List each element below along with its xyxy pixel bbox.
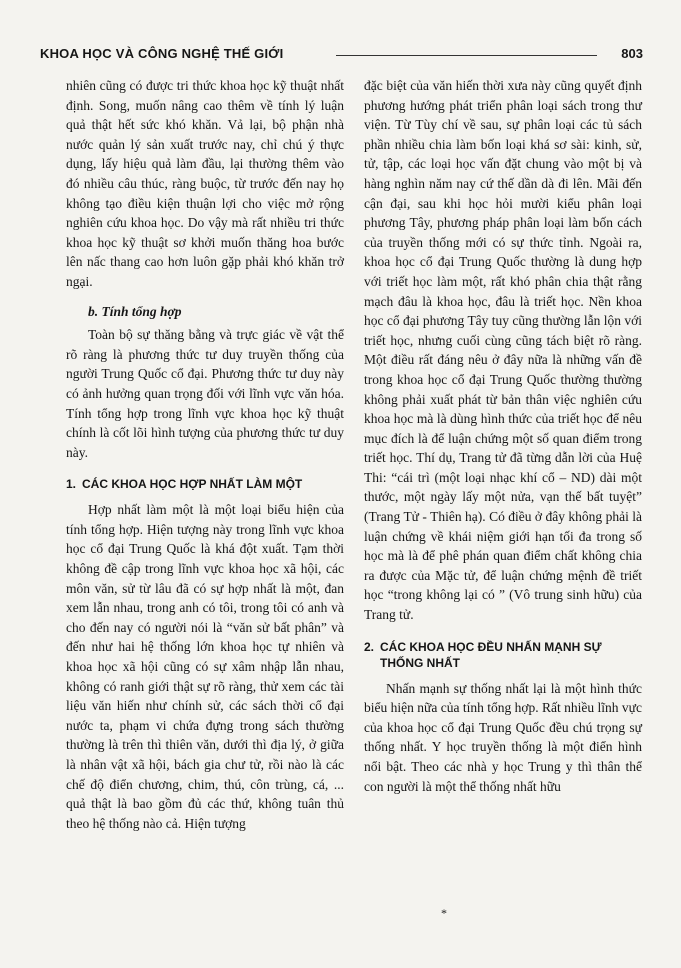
page-number: 803	[621, 46, 643, 61]
paragraph: đặc biệt của văn hiến thời xưa này cũng quyết định phương hướng phát triển phân loại sách trong thư viện. Từ Tùy chí về sau, sự phân loại các tủ sách phần nhiều chia làm bốn loại khá sơ sài: kinh, sử, tử, tập, các loại học vấn đặt chung vào một bị và hàng nghìn năm nay cứ thế dần dà đi lên. Mãi đến cận đại, sau khi học hỏi mười kiểu phân loại phương Tây, phương pháp phân loại làm bốn cách của truyền thống mới có sự thức tỉnh. Ngoài ra, khoa học cổ đại Trung Quốc thường là dung hợp với triết học làm một, rất khó phân chia thật rằng mạch đâu là khoa học, đâu là triết học. Nền khoa học cổ đại phương Tây tuy cũng thường lẫn lộn với triết học, nhưng cuối cùng cũng tách biệt rõ ràng. Một điều rất đáng nêu ở đây nữa là những vấn đề trong khoa học cổ đại Trung Quốc thường thường không phải xuất phát từ bản thân việc nghiên cứu khoa học mà là dùng hình thức của triết học để nêu mục đích là để luận chứng một số quan điểm trong triết học. Thí dụ, Trang tử đã từng dẫn lời của Huệ Thi: “cái trì (một loại nhạc khí cổ – ND) dài một thước, một ngày lấy một nửa, vạn thế bất tuyệt” (Trang Tử - Thiên hạ). Có điều ở đây không phải là luận chứng về khái niệm giới hạn tối đa trong số học mà là để phê phán quan điểm chất không chia ra được của Mặc tử, để luận chứng mệnh đề triết học “trong không lại có ” (Vô trung sinh hữu) của Trang tử.	[364, 78, 643, 623]
section-title: CÁC KHOA HỌC HỢP NHẤT LÀM MỘT	[82, 477, 303, 492]
paragraph: Hợp nhất làm một là một loại biểu hiện của tính tổng hợp. Hiện tượng này trong lĩnh vực khoa học cổ đại Trung Quốc là khá đột xuất. Tạm thời không đề cập trong lĩnh vực khoa học xã hội, các môn văn, sử từ lâu đã có sự hợp nhất là một, đan xem lẫn nhau, trong anh có tôi, trong tôi có anh và cho đến nay có người nói là “văn sử bất phân” và đến như hai hệ thống lớn khoa học tự nhiên và khoa học xã hội cũng có sự xâm nhập lẫn nhau, không có ranh giới thật sự rõ ràng, thử xem các tài liệu văn hiến như chính sử, các sách thời cổ đại nước ta, phạm vi chứa đựng trong sách thường thường là trên thì thiên văn, dưới thì địa lý, ở giữa là nhân vật xã hội, bách gia chư tử, rồi nào là các chế độ điển chương, chim, thú, côn trùng, cá, ... quả thật là bao gồm đủ các thứ, không tuân thủ theo hệ thống nào cả. Hiện tượng	[66, 502, 344, 831]
section-heading	[66, 476, 344, 492]
footer-mark: *	[441, 906, 447, 920]
running-header-title: KHOA HỌC VÀ CÔNG NGHỆ THẾ GIỚI	[40, 46, 284, 61]
subheading: b. Tính tổng hợp	[88, 303, 182, 319]
section-heading	[364, 639, 642, 671]
paragraph: nhiên cũng có được tri thức khoa học kỹ thuật nhất định. Song, muốn nâng cao thêm về tính lý luận quả thật hết sức khó khăn. Vả lại, bộ phận nhà nước quản lý sản xuất trước nay, chỉ chú ý thực dụng, lấy hiệu quả làm đầu, lại thường thêm vào đó nhiều câu thúc, ràng buộc, từ trước đến nay họ không tạo điều kiện thuận lợi cho việc mở rộng nghiên cứu khoa học. Do vậy mà rất nhiều tri thức khoa học kỹ thuật sơ khởi muốn thăng hoa bước lên nấc thang cao hơn luôn gặp phải khó khăn trở ngại.	[66, 78, 344, 289]
header-rule	[336, 55, 597, 56]
paragraph: Toàn bộ sự thăng bằng và trực giác về vật thể rõ ràng là phương thức tư duy truyền thống của người Trung Quốc cổ đại. Phương thức tư duy này có ảnh hưởng quan trọng đối với lĩnh vực văn hóa. Tính tổng hợp trong lĩnh vực khoa học kỹ thuật chính là cốt lõi hình tượng của phương thức tư duy này.	[66, 327, 344, 460]
left-column	[66, 76, 344, 833]
section-title: CÁC KHOA HỌC ĐỀU NHẤN MẠNH SỰ THỐNG NHẤT	[380, 639, 602, 670]
section-number: 1.	[66, 477, 77, 492]
right-column	[364, 76, 642, 796]
paragraph: Nhấn mạnh sự thống nhất lại là một hình thức biểu hiện nữa của tính tổng hợp. Rất nhiều lĩnh vực của khoa học cổ đại Trung Quốc đều chú trọng sự thống nhất. Y học truyền thống là một điển hình nổi bật. Theo các nhà y học Trung y thì thân thể con người là một thể thống nhất hữu	[364, 680, 642, 794]
section-number: 2.	[364, 639, 375, 654]
running-header	[40, 40, 643, 70]
